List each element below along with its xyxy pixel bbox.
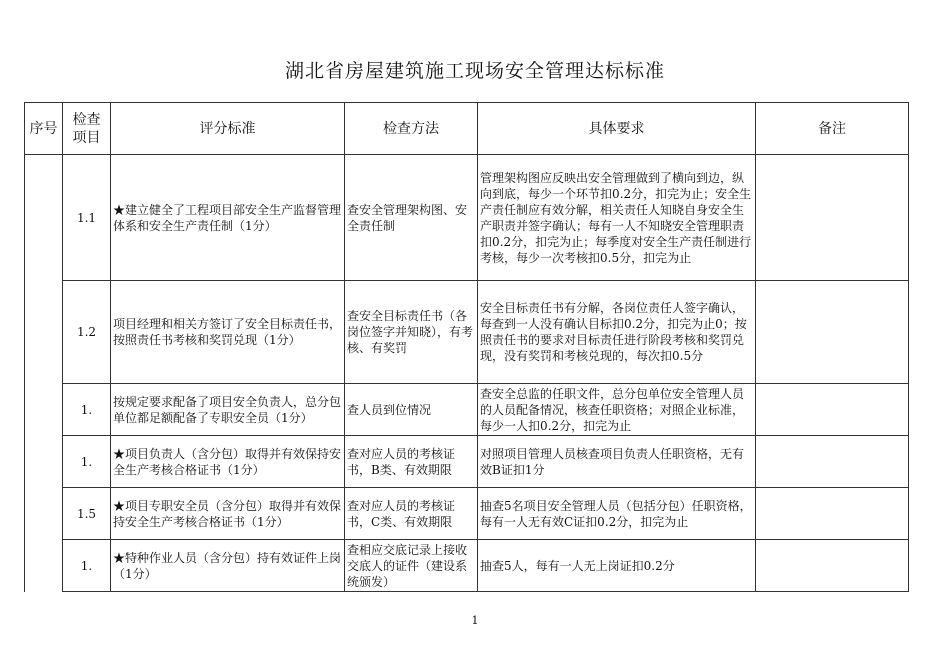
criteria-cell: ★建立健全了工程项目部安全生产监督管理体系和安全生产责任制（1分） [111,155,345,281]
criteria-cell: 项目经理和相关方签订了安全目标责任书，按照责任书考核和奖罚兑现（1分） [111,281,345,384]
note-cell [756,155,909,281]
requirement-cell: 对照项目管理人员核查项目负责人任职资格，无有效B证扣1分 [478,436,756,488]
note-cell [756,384,909,436]
item-code: 1. [63,384,111,436]
item-code: 1.5 [63,488,111,540]
method-cell: 查对应人员的考核证书，C类、有效期限 [345,488,478,540]
note-cell [756,540,909,592]
header-note: 备注 [756,103,909,155]
seq-cell [25,155,63,592]
header-check-item: 检查项目 [63,103,111,155]
note-cell [756,488,909,540]
criteria-cell: ★项目专职安全员（含分包）取得并有效保持安全生产考核合格证书（1分） [111,488,345,540]
table-row [25,155,909,281]
requirement-cell: 安全目标责任书有分解，各岗位责任人签字确认，每查到一人没有确认目标扣0.2分，扣完为止0；按照责任书的要求对目标责任进行阶段考核和奖罚兑现，没有奖罚和考核兑现的，每次扣0.5分 [478,281,756,384]
header-seq: 序号 [25,103,63,155]
note-cell [756,281,909,384]
criteria-cell: ★项目负责人（含分包）取得并有效保持安全生产考核合格证书（1分） [111,436,345,488]
table-row [25,488,909,540]
document-title: 湖北省房屋建筑施工现场安全管理达标标准 [284,60,665,82]
method-cell: 查对应人员的考核证书，B类、有效期限 [345,436,478,488]
item-code: 1. [63,436,111,488]
criteria-cell: 按规定要求配备了项目安全负责人，总分包单位都足额配备了专职安全员（1分） [111,384,345,436]
header-criteria: 评分标准 [111,103,345,155]
table-row [25,281,909,384]
requirement-cell: 抽查5人，每有一人无上岗证扣0.2分 [478,540,756,592]
standards-table [24,102,909,592]
header-method: 检查方法 [345,103,478,155]
table-header-row [25,103,909,155]
method-cell: 查相应交底记录上接收交底人的证件（建设系统颁发） [345,540,478,592]
note-cell [756,436,909,488]
header-requirement: 具体要求 [478,103,756,155]
requirement-cell: 管理架构图应反映出安全管理做到了横向到边，纵向到底，每少一个环节扣0.2分，扣完为止；安全生产责任制应有效分解，相关责任人知晓自身安全生产职责并签字确认；每有一人不知晓安全管理职责扣0.2分，扣完为止；每季度对安全生产责任制进行考核，每少一次考核扣0.5分，扣完为止 [478,155,756,281]
method-cell: 查安全目标责任书（各岗位签字并知晓），有考核、有奖罚 [345,281,478,384]
requirement-cell: 查安全总监的任职文件，总分包单位安全管理人员的人员配备情况，核查任职资格；对照企业标准，每少一人扣0.2分，扣完为止 [478,384,756,436]
criteria-cell: ★特种作业人员（含分包）持有效证件上岗（1分） [111,540,345,592]
table-row [25,436,909,488]
table-row [25,540,909,592]
method-cell: 查安全管理架构图、安全责任制 [345,155,478,281]
table-row [25,384,909,436]
method-cell: 查人员到位情况 [345,384,478,436]
item-code: 1. [63,540,111,592]
requirement-cell: 抽查5名项目安全管理人员（包括分包）任职资格，每有一人无有效C证扣0.2分，扣完为止 [478,488,756,540]
page-number: 1 [471,614,479,627]
item-code: 1.1 [63,155,111,281]
item-code: 1.2 [63,281,111,384]
